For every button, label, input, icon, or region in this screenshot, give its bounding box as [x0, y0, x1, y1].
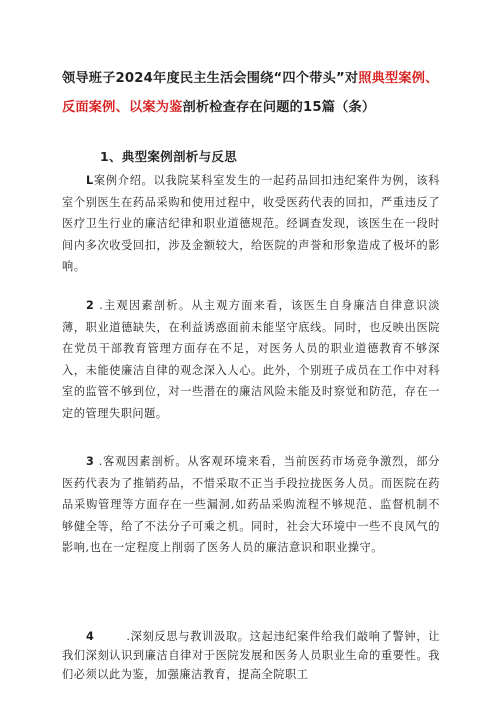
- paragraph-text: .客观因素剖析。从客观环境来看，当前医药市场竞争激烈，部分医药代表为了推销药品，不惜采取不正当手段拉拢医务人员。而医院在药品采购管理等方面存在一些漏洞,如药品采购流程不够规范、监督机制不够健全等，给了不法分子可乘之机。同时，社会大环境中一些不良风气的影响,也在一定程度上削弱了医务人员的廉洁意识和职业操守。: [62, 455, 440, 555]
- title-text: 领导班子2024年度民主生活会围绕“四个带头”对: [62, 71, 359, 86]
- paragraph-number: 2: [86, 299, 95, 312]
- paragraph-text: .主观因素剖析。从主观方面来看，该医生自身廉洁自律意识淡薄，职业道德缺失，在利益诱惑面前未能坚守底线。同时，也反映出医院在党员干部教育管理方面存在不足，对医务人员的职业道德教育不够深入，未能使廉洁自律的观念深入人心。此外，个别班子成员在工作中对科室的监管不够到位，对一些潜在的廉洁风险未能及时察觉和防范，存在一定的管理失职问题。: [62, 299, 440, 420]
- paragraph-text: .深刻反思与教训汲取。这起违纪案件给我们敲响了警钟，让我们深刻认识到廉洁自律对于医院发展和医务人员职业生命的重要性。我们必须以此为鉴，加强廉洁教育，提高全院职工: [62, 630, 440, 681]
- paragraph-number: 3: [86, 455, 95, 468]
- document-title: [62, 64, 447, 122]
- title-highlight: 照典型案例、反面案例、以案为鉴: [62, 71, 439, 115]
- paragraph-subjective-factors: [62, 295, 440, 425]
- paragraph-reflection: [62, 627, 440, 684]
- section-heading: 1、典型案例剖析与反思: [100, 149, 237, 164]
- paragraph-number: 4: [86, 630, 95, 643]
- paragraph-text: 案例介绍。以我院某科室发生的一起药品回扣违纪案件为例，该科室个别医生在药品采购和使用过程中，收受医药代表的回扣，严重违反了医疗卫生行业的廉洁纪律和职业道德规范。经调查发现，该医生在一段时间内多次收受回扣，涉及金额较大，给医院的声誉和形象造成了极坏的影响。: [62, 174, 440, 274]
- paragraph-case-intro: [62, 170, 440, 278]
- title-text-end: 剖析检查存在问题的15篇（条）: [182, 100, 376, 115]
- paragraph-number: L: [86, 174, 94, 187]
- paragraph-objective-factors: [62, 451, 440, 559]
